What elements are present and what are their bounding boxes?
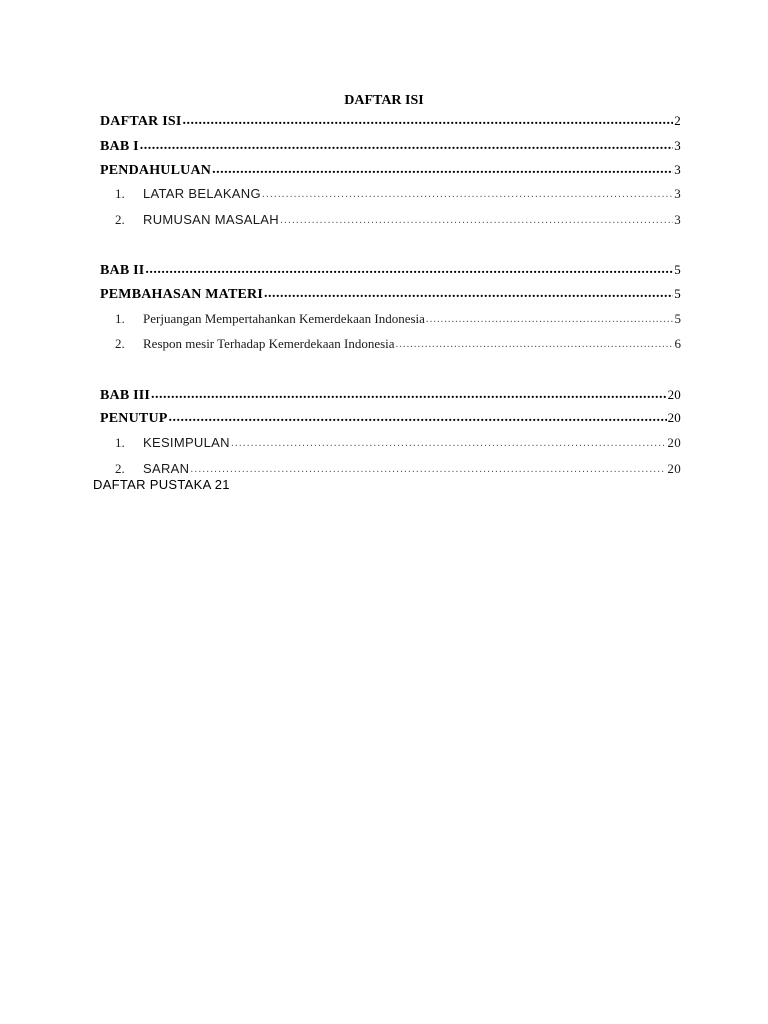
toc-entry-number: 2. <box>115 212 125 227</box>
toc-entry-page: 20 <box>667 461 681 476</box>
toc-entry-page: 20 <box>667 410 681 425</box>
toc-entry-bab-3[interactable] <box>100 386 681 404</box>
toc-entry-page: 3 <box>674 162 681 177</box>
toc-entry-bab-1[interactable] <box>100 137 681 155</box>
dot-leader <box>140 137 674 155</box>
toc-entry-page: 5 <box>674 286 681 301</box>
dot-leader <box>151 386 667 404</box>
toc-title: DAFTAR ISI <box>344 93 424 108</box>
dot-leader <box>264 285 673 303</box>
toc-entry-label: KESIMPULAN <box>143 435 230 450</box>
toc-entry-pendahuluan[interactable] <box>100 161 681 179</box>
toc-entry-page: 3 <box>674 212 681 227</box>
toc-entry-label: LATAR BELAKANG <box>143 186 261 201</box>
toc-entry-page: 2 <box>674 113 681 128</box>
toc-entry-number: 1. <box>115 186 125 201</box>
toc-entry-number: 2. <box>115 336 125 351</box>
dot-leader <box>182 112 673 130</box>
toc-entry-number: 2. <box>115 461 125 476</box>
dot-leader <box>231 433 667 452</box>
toc-entry-penutup[interactable] <box>100 409 681 427</box>
dot-leader <box>280 210 673 229</box>
toc-entry-daftar-isi[interactable] <box>100 112 681 130</box>
toc-entry-perjuangan[interactable] <box>115 310 681 328</box>
toc-entry-latar-belakang[interactable] <box>115 185 681 203</box>
toc-entry-daftar-pustaka[interactable]: DAFTAR PUSTAKA 21 <box>93 477 230 492</box>
toc-entry-page: 20 <box>667 387 681 402</box>
dot-leader <box>212 161 673 179</box>
toc-entry-label: BAB II <box>100 263 145 278</box>
toc-entry-label: PEMBAHASAN MATERI <box>100 287 263 302</box>
toc-entry-number: 1. <box>115 311 125 326</box>
toc-entry-page: 6 <box>674 336 681 351</box>
toc-entry-page: 5 <box>674 311 681 326</box>
dot-leader <box>145 261 673 279</box>
toc-entry-pembahasan-materi[interactable] <box>100 285 681 303</box>
dot-leader <box>396 334 674 353</box>
toc-entry-page: 3 <box>674 138 681 153</box>
toc-entry-label: RUMUSAN MASALAH <box>143 212 279 227</box>
toc-entry-respon-mesir[interactable] <box>115 335 681 353</box>
toc-entry-label: BAB I <box>100 139 139 154</box>
toc-entry-label: PENUTUP <box>100 411 168 426</box>
toc-entry-bab-2[interactable] <box>100 261 681 279</box>
dot-leader <box>262 184 673 203</box>
toc-entry-label: BAB III <box>100 388 151 403</box>
dot-leader <box>426 309 674 328</box>
toc-entry-page: 5 <box>674 262 681 277</box>
toc-entry-kesimpulan[interactable] <box>115 434 681 452</box>
toc-entry-label: Perjuangan Mempertahankan Kemerdekaan Indonesia <box>143 311 425 326</box>
toc-entry-rumusan-masalah[interactable] <box>115 211 681 229</box>
toc-entry-label: SARAN <box>143 461 190 476</box>
toc-entry-page: 3 <box>674 186 681 201</box>
dot-leader <box>169 409 667 427</box>
toc-entry-number: 1. <box>115 435 125 450</box>
toc-entry-label: Respon mesir Terhadap Kemerdekaan Indonesia <box>143 336 395 351</box>
toc-entry-page: 20 <box>667 435 681 450</box>
toc-entry-label: DAFTAR ISI <box>100 114 182 129</box>
toc-entry-label: PENDAHULUAN <box>100 163 212 178</box>
dot-leader <box>190 459 666 478</box>
